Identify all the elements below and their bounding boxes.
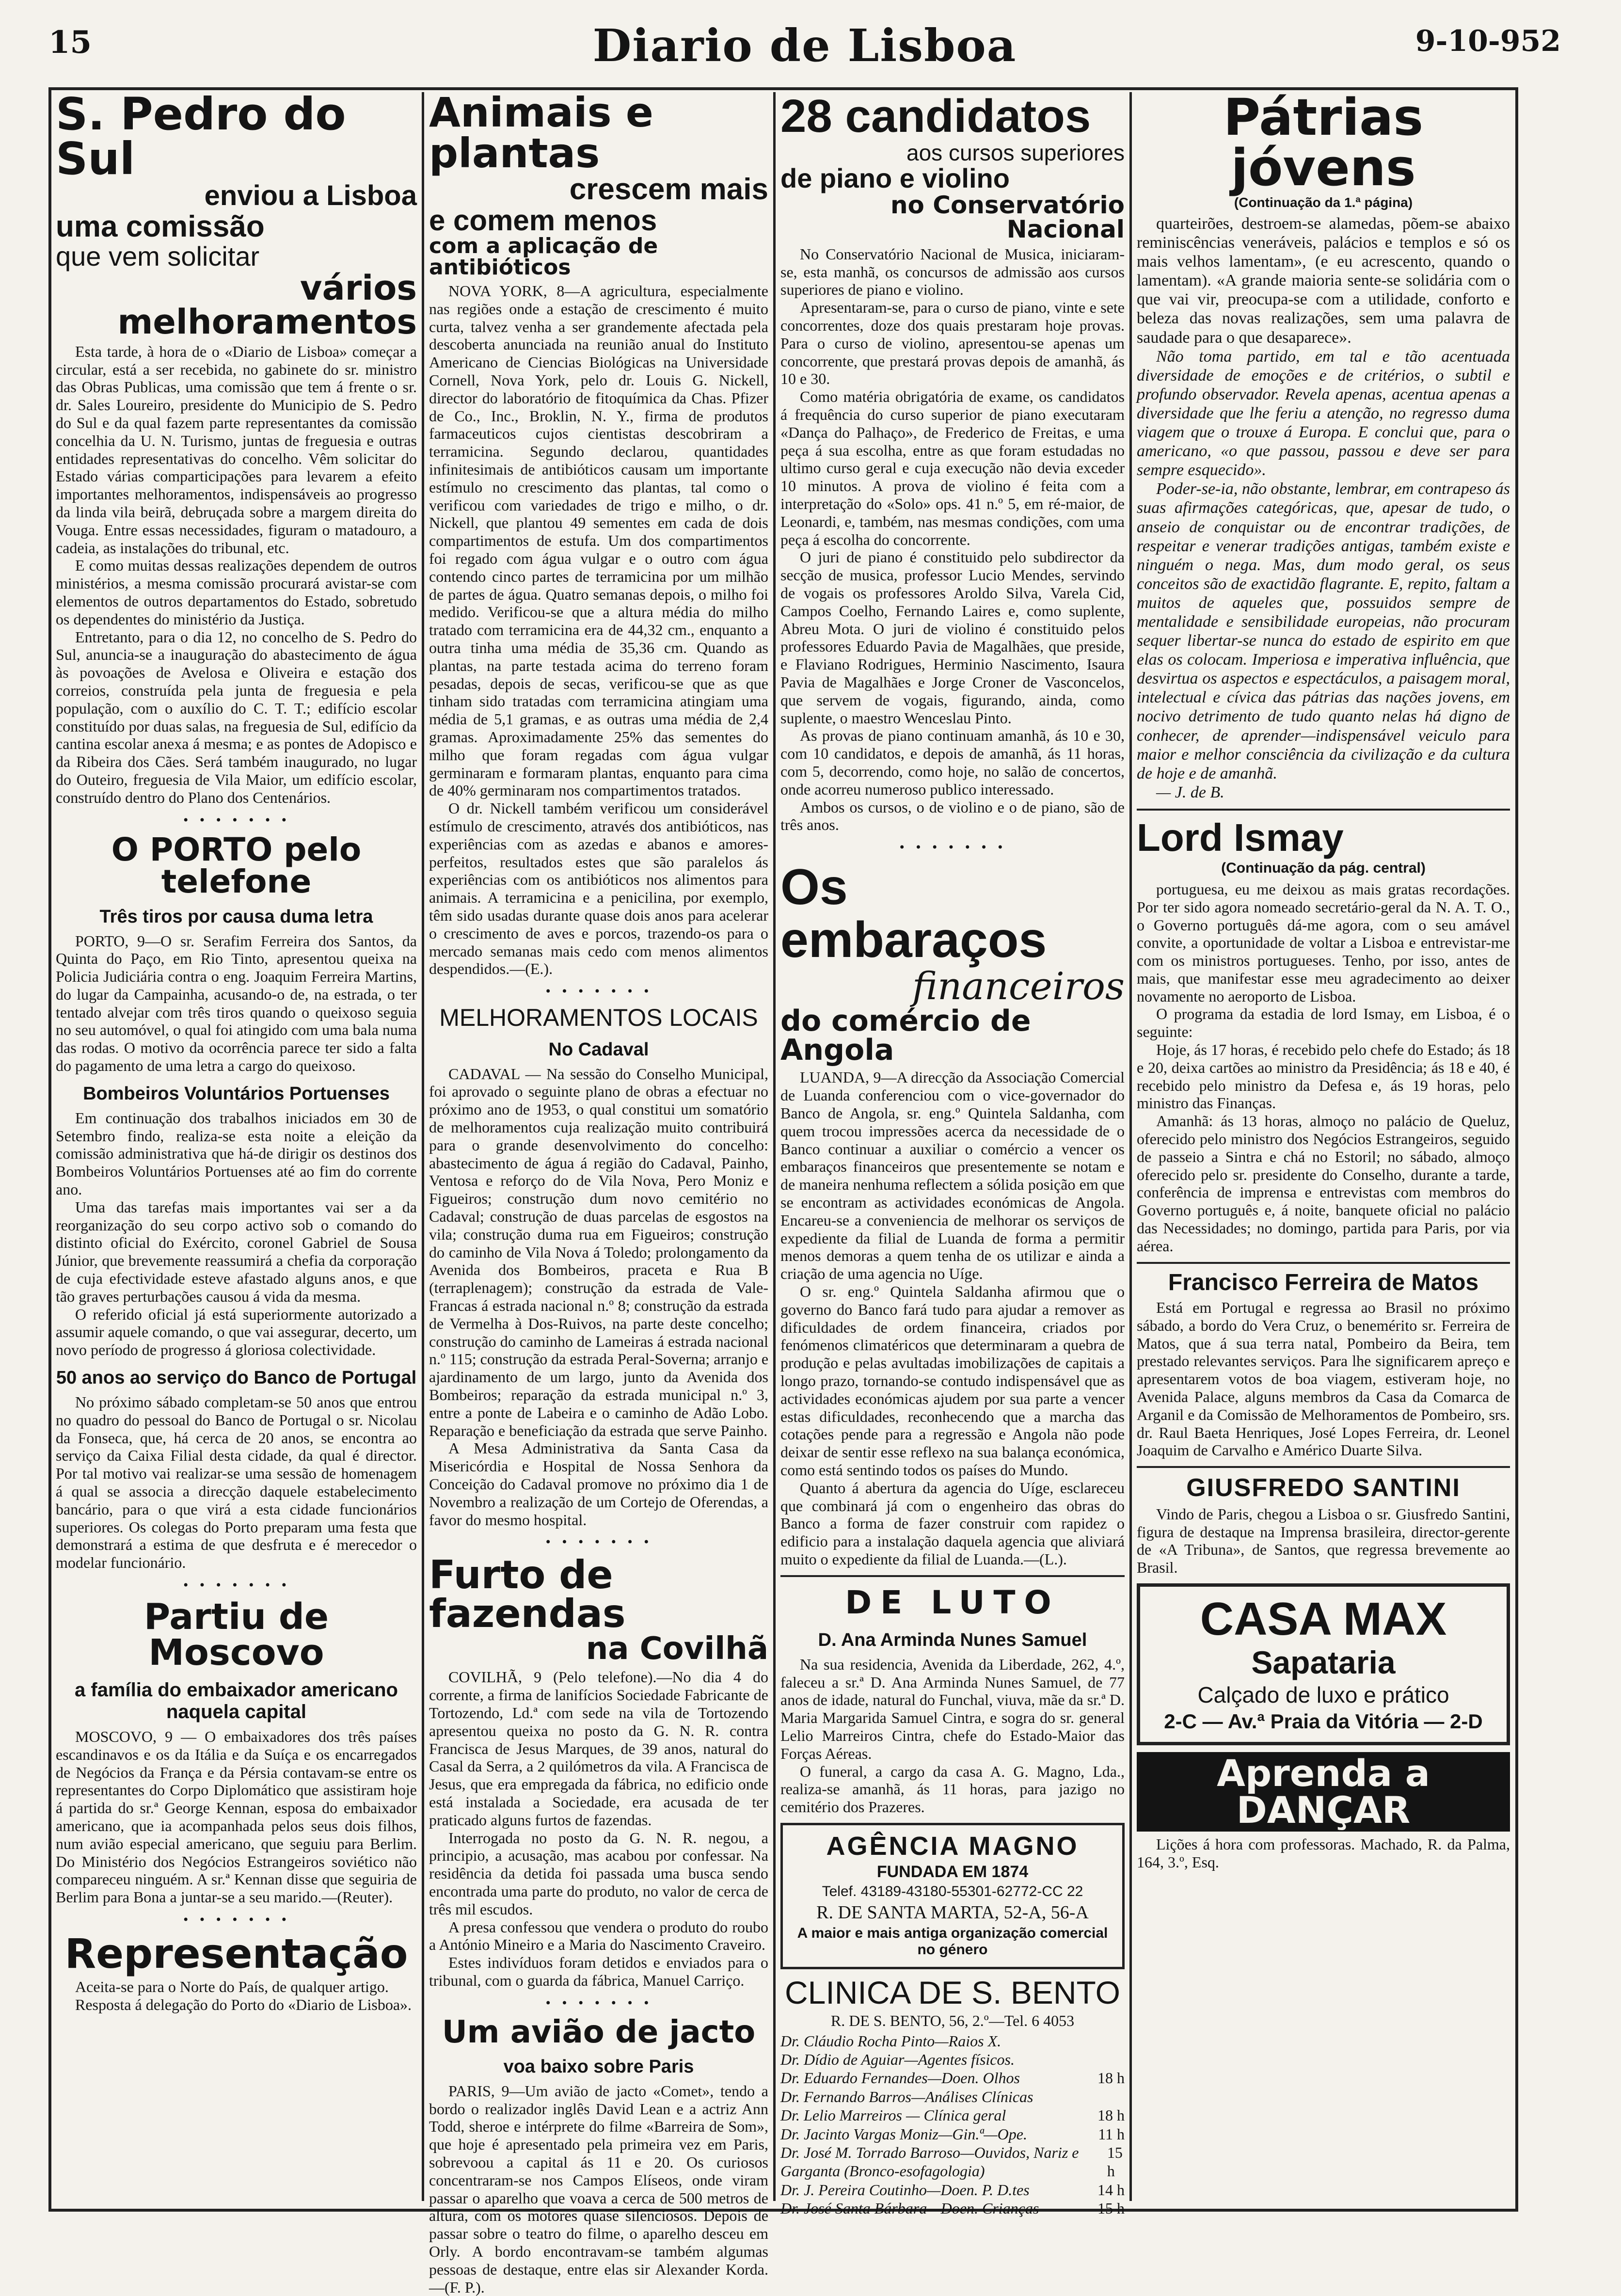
newspaper-title: Diario de Lisboa (592, 19, 1017, 72)
clinic-doctor-row: Dr. Fernando Barros—Análises Clínicas (780, 2088, 1033, 2105)
headline-deck: na Covilhã (586, 1631, 768, 1667)
headline-deck: de piano e violino (780, 163, 1010, 194)
article-paragraph: A presa confessou que vendera o produto do roubo a António Mineiro e a Maria do Nascimento Craveiro. (429, 1918, 768, 1954)
column-rule (773, 92, 776, 2201)
article-paragraph: COVILHÃ, 9 (Pelo telefone).—No dia 4 do corrente, a firma de lanifícios Sociedade Fabricante de Tortozendo, Ld.ª com sede na vila de Tortozendo apresentou queixa no posto da G. N. R. contra Francisca de Jesus Marques, de 39 anos, natural do Casal da Serra, a 2 quilómetros da vila. A Francisca de Jesus, que era empregada da fábrica, no edificio onde está instalada a Sociedade, era acusada de ter praticado alguns furtos de fazendas. (429, 1668, 768, 1829)
ad-text: Resposta á delegação do Porto do «Diario de Lisboa». (75, 1995, 412, 2013)
article-paragraph: NOVA YORK, 8—A agricultura, especialmente nas regiões onde a estação de crescimento é muito curta, talvez venha a ser grandemente afectada pela descoberta anunciada na reunião anual do Instituto Americano de Ciencias Biológicas na Universidade Cornell, Nova York, pelo dr. Louis G. Nickell, director do laboratório de fitoquímica da Chas. Pfizer de Co., Inc., Broklin, N. Y., firma de produtos farmaceuticos cujos cientistas descobriram a terramicina. Segundo declarou, quantidades infinitesimais de antibióticos causam um importante estímulo no crescimento das plantas, tal como o verificou com variedades de trigo e milho, o dr. Nickell, que plantou 49 sementes em cada de dois compartimentos de estufa. Um dos compartimentos foi regado com água vulgar e o outro com água contendo cinco partes de terramicina por um milhão de partes de água. Quatro semanas depois, o milho foi medido. Verificou-se que a altura média do milho tratado com terramicina era de 44,32 cm., enquanto a outra tinha uma média de 35,36 cm. Quando as plantas, na parte testada acima do terreno foram pesadas, depois de secas, verificou-se que as que tinham sido tratadas com terramicina atingiam uma média de 5,1 gramas, e as outras uma média de 2,4 gramas. Aproximadamente 25% das sementes do milho que foram regadas com água vulgar germinaram e formaram plantas, enquanto para cima de 40% germinaram nos compartimentos tratados. (429, 282, 768, 799)
article-paragraph: Na sua residencia, Avenida da Liberdade, 262, 4.º, faleceu a sr.ª D. Ana Arminda Nunes Samuel, de 77 anos de idade, natural do Funchal, viuva, mãe da sr.ª D. Maria Margarida Samuel Cintra, e sogra do sr. general Lelio Marreiros Cintra, chefe do Estado-Maior das Forças Aéreas. (780, 1655, 1125, 1762)
clinic-doctor-row: Dr. Cláudio Rocha Pinto—Raios X. (780, 2032, 1001, 2050)
issue-date: 9-10-952 (1415, 24, 1561, 58)
article-28-candidatos (780, 92, 1125, 834)
headline-deck: financeiros (912, 964, 1125, 1008)
ad-address: 2-C — Av.ª Praia da Vitória — 2-D (1164, 1710, 1483, 1733)
article-paragraph: O funeral, a cargo da casa A. G. Magno, Lda., realiza-se amanhã, ás 11 horas, para jazigo no cemitério dos Prazeres. (780, 1762, 1125, 1816)
article-paragraph: No próximo sábado completam-se 50 anos que entrou no quadro do pessoal do Banco de Portugal o sr. Nicolau da Fonseca, que, há cerca de 20 anos, se encontra ao serviço da Caixa Filial desta cidade, da qual é director. Por tal motivo vai realizar-se uma sessão de homenagem á qual se associa a direcção daquele estabelecimento bancário, para o que virá a esta cidade funcionários superiores. Os colegas do Porto preparam uma festa que demonstrará a estima de que desfruta e é merecedor o modelar funcionário. (56, 1393, 417, 1572)
headline: S. Pedro do Sul (56, 88, 346, 185)
article-paragraph: O programa da estadia de lord Ismay, em Lisboa, é o seguinte: (1137, 1005, 1510, 1041)
headline: O PORTO pelo telefone (111, 830, 362, 900)
article-paragraph: LUANDA, 9—A direcção da Associação Comercial de Luanda conferenciou com o vice-governador do Banco de Angola, sr. eng.º Quintela Saldanha, com quem trocou impressões acerca da necessidade de o Banco continuar a auxiliar o comércio a vencer os embaraços financeiros que presentemente se notam e de maneira nenhuma reflectem a sólida posição em que se encontram as actividades económicas de Angola. Encareu-se a conveniencia de melhorar os serviços de expediente da filial de Luanda de forma a permitir menos demoras a quem tenha de os utilizar e ainda a criação de uma agencia no Uíge. (780, 1068, 1125, 1283)
article-paragraph: Em continuação dos trabalhos iniciados em 30 de Setembro findo, realiza-se esta noite a eleição da comissão administrativa que há-de dirigir os destinos dos Bombeiros Voluntários Portuenses até ao fim do corrente ano. (56, 1109, 417, 1198)
clinic-doctor-row: Dr. Dídio de Aguiar—Agentes físicos. (780, 2051, 1015, 2069)
clinic-doctor-row: Dr. Lelio Marreiros — Clínica geral 18 h (780, 2106, 1125, 2124)
article-paragraph: PORTO, 9—O sr. Serafim Ferreira dos Santos, da Quinta do Paço, em Rio Tinto, apresentou queixa na Policia Judiciária contra o eng. Joaquim Ferreira Martins, do lugar da Campainha, acusando-o de, na estrada, o ter tentado alvejar com três tiros quando o queixoso seguia no seu automóvel, o qual foi atingido com uma bala numa das rodas. O motivo da ocorrência parece ter sido a falta do pagamento de uma letra a cargo do queixoso. (56, 932, 417, 1075)
ad-founded: FUNDADA EM 1874 (876, 1863, 1029, 1881)
article-paragraph: Quanto á abertura da agencia do Uíge, esclareceu que combinará já com o engenheiro das obras do Banco a forma de fazer construir com rapidez o edificio para a instalação daquela agencia que aliviará muito o expediente da filial de Luanda.—(L.). (780, 1479, 1125, 1568)
article-paragraph: Não toma partido, em tal e tão acentuada diversidade de emoções e de critérios, o subtil e profundo observador. Revela apenas, acentua apenas a diversidade que lhe feriu a atenção, no regresso duma viagem que o trouxe á Europa. E conclui que, para o americano, «o que passou, passou e deve ser para sempre esquecido». (1137, 347, 1510, 479)
article-paragraph: O referido oficial já está superiormente autorizado a assumir aquele comando, o que vai assegurar, decerto, um novo período de progresso á gloriosa colectividade. (56, 1305, 417, 1359)
column-rule (422, 92, 424, 2201)
column-3 (780, 90, 1125, 2217)
clinic-doctor-row: Dr. J. Pereira Coutinho—Doen. P. D.tes 14 h (780, 2181, 1125, 2199)
ad-text: Aceita-se para o Norte do País, de qualquer artigo. (75, 1977, 389, 1995)
ad-name: CASA MAX (1200, 1593, 1447, 1645)
separator: • • • • • • • (544, 985, 653, 999)
article-paragraph: Está em Portugal e regressa ao Brasil no próximo sábado, a bordo do Vera Cruz, o benemérito sr. Ferreira de Matos, que á sua terra natal, Pombeiro da Beira, tem prestado relevantes serviços. Para lhe significarem apreço e apresentarem votos de boa viagem, estiveram hoje, no Avenida Palace, alguns membros da Casa da Comarca de Arganil e da Comissão de Melhoramentos de Pombeiro, srs. dr. Raul Baeta Henriques, José Lopes Ferreira, dr. Leonel Joaquim de Carvalho e Américo Duarte Silva. (1137, 1299, 1510, 1459)
divider (1137, 1466, 1510, 1468)
article-paragraph: As provas de piano continuam amanhã, ás 10 e 30, com 10 candidatos, e depois de amanhã, ás 11 horas, com 5, decorrendo, como hoje, no salão de concertos, onde acorreu numeroso publico interessado. (780, 727, 1125, 798)
headline: Francisco Ferreira de Matos (1168, 1269, 1479, 1295)
headline-deck: enviou a Lisboa (204, 180, 417, 211)
ad-name: CLINICA DE S. BENTO (785, 1975, 1120, 2011)
clinic-doctor-row: Dr. Jacinto Vargas Moniz—Gin.ª—Ope. 11 h (780, 2125, 1125, 2143)
separator: • • • • • • • (182, 1913, 290, 1927)
subheadline: 50 anos ao serviço do Banco de Portugal (56, 1368, 417, 1388)
ad-name: AGÊNCIA MAGNO (826, 1831, 1079, 1861)
headline: Lord Ismay (1137, 815, 1344, 859)
headline-deck: uma comissão (56, 209, 265, 243)
continuation-note: (Continuação da 1.ª página) (1234, 195, 1413, 210)
obituary (780, 1584, 1125, 1816)
article-paragraph: O juri de piano é constituido pelo subdirector da secção de musica, professor Lucio Mendes, servindo de vogais os professores Aroldo Silva, Varela Cid, Campos Coelho, Fernando Laires e, como suplente, Abreu Mota. O juri de violino é constituido pelos professores Eduardo Pavia de Magalhães, que preside, e Flaviano Rodrigues, Herminio Nascimento, Isaura Pavia de Magalhães e Jorge Croner de Vasconcelos, que servem de vogais, figurando, ainda, como suplente, o maestro Wenceslau Pinto. (780, 548, 1125, 727)
ad-address: R. DE SANTA MARTA, 52-A, 56-A (816, 1902, 1089, 1923)
ad-phone: Telef. 43189-43180-55301-62772-CC 22 (822, 1883, 1083, 1900)
article-paragraph: MOSCOVO, 9 — O embaixadores dos três países escandinavos e os da Itália e da Suíça e os encarregados de Negócios da França e da Pérsia contavam-se entre os representantes do Corpo Diplomático que assistiram hoje á partida do sr.ª George Kennan, esposa do embaixador americano, que ia acompanhada pelos seus dois filhos, num avião especial americano, que seguiu para Berlim. Do Ministério dos Negócios Estrangeiros soviético não compareceu ninguém. A sr.ª Kennan disse que seguiria de Berlim para Bona a juntar-se a seu marido.—(Reuter). (56, 1728, 417, 1906)
ad-type: Sapataria (1251, 1644, 1396, 1680)
article-paragraph: No Conservatório Nacional de Musica, iniciaram-se, esta manhã, os concursos de admissão aos cursos superiores de piano e violino. (780, 245, 1125, 299)
divider (1137, 809, 1510, 811)
article-sao-pedro-do-sul (56, 88, 417, 807)
headline: Animais e plantas (429, 89, 653, 177)
article-lord-ismay (1137, 817, 1510, 1255)
headline: GIUSFREDO SANTINI (1186, 1474, 1461, 1502)
ad-description: Calçado de luxo e prático (1197, 1682, 1449, 1708)
ad-clinica-s-bento (780, 1976, 1125, 2217)
page-number: 15 (48, 24, 92, 61)
clinic-doctor-row: Dr. Eduardo Fernandes—Doen. Olhos 18 h (780, 2069, 1125, 2087)
article-paragraph: CADAVAL — Na sessão do Conselho Municipal, foi aprovado o seguinte plano de obras a efectuar no próximo ano de 1953, o qual constitui um somatório de melhoramentos cuja realização muito contribuirá para o grande desenvolvimento do concelho: abastecimento de água á região do Cadaval, Painho, Ventosa e reforço do de Vila Nova, Pero Moniz e Figueiros; construção dum novo cemitério no Cadaval; construção de duas parcelas de esgostos na vila; construção duma rua em Figueiros; construção do caminho de Vila Nova á Toledo; prolongamento da Avenida dos Bombeiros, praceta e Rua B (terraplenagem); construção da estrada de Vale-Francas á estrada nacional n.º 8; construção da estrada de Vermelha à Dos-Ruivos, na parte deste concelho; construção do caminho de Lameiras á estrada nacional n.º 115; construção da estrada Peral-Soverna; arranjo e ajardinamento de um largo, junto da Avenida dos Bombeiros; reparação da estrada municipal n.º 3, entre a ponte de Labeira e o caminho de Adão Lobo. Reparação e beneficiação da estrada que serve Painho. (429, 1065, 769, 1439)
separator: • • • • • • • (544, 1996, 653, 2010)
separator: • • • • • • • (544, 1535, 653, 1549)
article-paragraph: Estes indivíduos foram detidos e enviados para o tribunal, com o guarda da fábrica, Manuel Carriço. (429, 1954, 768, 1989)
headline-deck: que vem solicitar (56, 240, 260, 271)
headline: Os embaraços (780, 859, 1047, 969)
article-paragraph: Esta tarde, à hora de o «Diario de Lisboa» começar a circular, está a ser recebida, no gabinete do sr. ministro das Obras Publicas, uma comissão que tem á frente o sr. dr. Sales Loureiro, presidente do Municipio de S. Pedro do Sul e da qual fazem parte representantes da comissão concelhia da U. N. Turismo, juntas de freguesia e outras entidades representativas do concelho. Vêm solicitar do Estado várias comparticipações para levarem a efeito importantes melhoramentos, indispensáveis ao progresso da linda vila beirã, debruçada sobre a margem direita do Vouga. Entre essas necessidades, figuram o matadouro, a cadeia, as instalações do tribunal, etc. (56, 342, 417, 557)
clinic-doctor-row: Dr. José M. Torrado Barroso—Ouvidos, Nariz e Garganta (Bronco-esofagologia) 15 h (780, 2143, 1123, 2180)
article-melhoramentos-locais (429, 1005, 768, 1529)
article-paragraph: Vindo de Paris, chegou a Lisboa o sr. Giusfredo Santini, figura de destaque na Imprensa brasileira, director-gerente de «A Tribuna», de Santos, que regressa brevemente ao Brasil. (1137, 1505, 1510, 1577)
headline-deck: do comércio de Angola (780, 1004, 1031, 1068)
headline-deck: no Conservatório Nacional (890, 191, 1125, 243)
separator: • • • • • • • (182, 1578, 290, 1592)
article-paragraph: portuguesa, eu me deixou as mais gratas recordações. Por ter sido agora nomeado secretário-geral da N. A. T. O., o Governo português dá-me agora, com o seu amável convite, a oportunidade de voltar a Lisboa e entrevistar-me com os ministros portugueses. Tenho, por isso, antes de mais, que manifestar esse meu agradecimento ao deixer novamente no aeroporto de Lisboa. (1137, 880, 1510, 1005)
subheadline: a família do embaixador americano naquela capital (75, 1679, 398, 1722)
ad-agencia-magno (780, 1823, 1125, 1969)
article-paragraph: Poder-se-ia, não obstante, lembrar, em contrapeso ás suas afirmações categóricas, que, apesar de tudo, o anseio de conquistar ou de encontrar tradições, de respeitar e venerar tradições antigas, também existe e ninguém o nega. Mas, dum modo geral, os seus conceitos são de exactidão flagrante. E, repito, faltam a muitos de aqueles que, possuidos sempre de mentalidade e sensibilidade europeias, não procuram sequer libertar-se nunca do estado de espirito em que elas os colocam. Imperiosa e imperativa influência, que desvirtua os aspectos e espectáculos, a paisagem moral, intelectual e cívica das pátrias das nações jovens, em nocivo detrimento de tudo quanto nelas há digno de conhecer, de aprender—indispensável veiculo para maior e melhor consciência da civilização e da cultura de hoje e de amanhã. (1137, 480, 1510, 782)
article-porto (56, 830, 417, 1572)
ad-casa-max (1137, 1583, 1510, 1745)
ad-representacao (56, 1929, 417, 2014)
masthead (48, 19, 1561, 82)
article-francisco-ferreira-de-matos (1137, 1271, 1510, 1460)
separator: • • • • • • • (182, 813, 290, 827)
headline-deck: com a aplicação de antibióticos (429, 234, 658, 280)
article-embaracos-angola (780, 861, 1125, 1568)
ad-name: Aprenda a DANÇAR (1137, 1752, 1510, 1832)
headline: Um avião de jacto (442, 2014, 756, 2050)
article-paragraph: Apresentaram-se, para o curso de piano, vinte e sete concorrentes, doze dos quais prestaram hoje provas. Para o curso de violino, apresentou-se apenas um concorrente, que prestará provas depois de amanhã, ás 10 e 30. (780, 299, 1125, 388)
subheadline: No Cadaval (548, 1039, 649, 1060)
article-moscovo (56, 1596, 417, 1906)
ad-text: Lições á hora com professoras. Machado, R. da Palma, 164, 3.º, Esq. (1137, 1835, 1510, 1871)
ad-aprenda-a-dancar (1137, 1752, 1510, 1871)
headline: Partiu de Moscovo (143, 1596, 329, 1674)
article-paragraph: PARIS, 9—Um avião de jacto «Comet», tendo a bordo o realizador inglês David Lean e a actriz Ann Todd, sheroe e intérprete do filme «Barreira de Som», que hoje é apresentado pela primeira vez em Paris, sobrevoou a capital ás 11 e 20. Os curiosos concentraram-se nos Campos Elíseos, onde viram passar o aparelho que voava a cerca de 500 metros de altura, com os motores quase silenciosos. Depois de passar sobre o teatro do filme, o aparelho desceu em Orly. A bordo encontravam-se também algumas pessoas de destaque, entre elas sir Alexander Korda.—(F. P.). (429, 2082, 768, 2296)
column-4 (1137, 88, 1510, 2201)
article-paragraph: Como matéria obrigatória de exame, os candidatos á frequência do curso superior de piano executaram «Dança do Palhaço», de Frederico de Freitas, e uma peça á sua escolha, entre as que foram estudadas no ultimo curso geral e cuja execução não devia exceder 10 minutos. A prova de violino é feita com a interpretação do «Solo» ops. 41 n.º 5, em ré-maior, de Leonardi, e, também, nas mesmas condições, com uma peça á escolha do concorrente. (780, 388, 1125, 548)
article-paragraph: quarteirões, destroem-se alamedas, põem-se abaixo reminiscências veneráveis, palácios e templos e só os mais velhos lamentam», (e eu acrescento, quando o lamentam). «A grande maioria sente-se solidária com o que vai vir, preocupa-se com a utilidade, conforto e beleza das novas realizações, sem uma palavra de saudade para o que desaparece». (1137, 215, 1510, 347)
column-2 (429, 89, 769, 2296)
ad-slogan: A maior e mais antiga organização comercial no género (797, 1925, 1108, 1958)
headline-deck: e comem menos (429, 204, 657, 237)
article-paragraph: Interrogada no posto da G. N. R. negou, a principio, a acusação, mas acabou por confessar. Na residência da detida foi passada uma busca sendo encontrada uma parte do produto, no valor de cerca de três mil escudos. (429, 1829, 768, 1918)
headline: 28 candidatos (780, 90, 1091, 142)
article-paragraph: Uma das tarefas mais importantes vai ser a da reorganização do seu corpo activo sob o comando do distinto oficial do Exército, coronel Gabriel de Sousa Júnior, que brevemente reassumirá a chefia da corporação de cuja efectividade esteve afastado alguns anos, e que tão graves perturbações causou á vida da mesma. (56, 1198, 417, 1305)
headline: MELHORAMENTOS LOCAIS (439, 1004, 758, 1032)
article-paragraph: A Mesa Administrativa da Santa Casa da Misericórdia e Hospital de Nossa Senhora da Conceição do Cadaval promove no próximo dia 1 de Novembro a realização de um Cortejo de Oferendas, a favor do mesmo hospital. (429, 1439, 768, 1529)
article-paragraph: E como muitas dessas realizações dependem de outros ministérios, a mesma comissão procurará avistar-se com elementos de outros departamentos do Estado, sobretudo os dependentes do ministério da Justiça. (56, 557, 417, 628)
article-giusfredo-santini (1137, 1475, 1510, 1577)
headline: Pátrias jóvens (1223, 88, 1424, 197)
clinic-doctor-row: Dr. José Santa Bárbara—Doen. Crianças 15 h (780, 2200, 1125, 2217)
continuation-note: (Continuação da pág. central) (1221, 860, 1426, 876)
article-furto-de-fazendas (429, 1552, 768, 1989)
article-paragraph: O dr. Nickell também verificou um considerável estímulo de crescimento, através dos antibióticos, nas experiências com as azedas e abanos e amores-perfeitos, resultados estes que são paralelos ás experiências com os antibióticos nos alimentos para animais. A terramicina e a penicilina, por exemplo, têm sido usadas durante quase dois anos para acelerar o crescimento de aves e porcos, trazendo-os para o mercado semanas mais cedo com menos alimentos despendidos.—(E.). (429, 799, 768, 978)
subheadline: Bombeiros Voluntários Portuenses (83, 1083, 390, 1104)
subheadline: Três tiros por causa duma letra (99, 906, 373, 927)
article-animais-e-plantas (429, 89, 768, 978)
headline: Representação (64, 1929, 408, 1977)
headline-deck: vários melhoramentos (117, 268, 417, 342)
article-paragraph: Ambos os cursos, o de violino e o de piano, são de três anos. (780, 798, 1125, 834)
article-paragraph: O sr. eng.º Quintela Saldanha afirmou que o governo do Banco fará tudo para ajudar a remover as dificuldades de ordem financeira, criados por fenómenos climatéricos que determinaram a quebra de produção e pelas avultadas imobilizações de capitais a longo prazo, tornando-se contudo indispensável que as actividades económicas ajudem por sua parte a vencer estas dificuldades, reconhecendo que a marcha das cotações pende para a regressão e Angola não pode deixar de sentir esse reflexo na sua balança económica, como está sentindo todos os países do Mundo. (780, 1283, 1125, 1479)
article-patrias-jovens (1137, 88, 1510, 802)
article-paragraph: Hoje, ás 17 horas, é recebido pelo chefe do Estado; ás 18 e 20, deixa cartões ao ministro da Presidência; ás 18 e 40, é recebido pelo ministro da Defesa e, ás 19 horas, pelo ministro das Finanças. (1137, 1041, 1510, 1112)
headline-deck: aos cursos superiores (906, 140, 1125, 165)
column-rule (1129, 92, 1132, 2201)
divider (780, 1575, 1125, 1577)
headline-deck: crescem mais (569, 173, 768, 206)
article-paragraph: Amanhã: ás 13 horas, almoço no palácio de Queluz, oferecido pelo ministro dos Negócios Estrangeiros, seguido de passeio a Sintra e chá no Estoril; no sábado, almoço oferecido pelo sr. presidente do Conselho, durante a tarde, conferência de imprensa e entrevistas com membros do Governo português e, á noite, banquete oficial no palácio das Necessidades; no domingo, partida para Paris, por via aérea. (1137, 1112, 1510, 1255)
subheadline: D. Ana Arminda Nunes Samuel (818, 1629, 1087, 1650)
column-1 (56, 88, 417, 2201)
article-aviao-de-jacto (429, 2014, 768, 2296)
ad-address: R. DE S. BENTO, 56, 2.º—Tel. 6 4053 (830, 2011, 1075, 2029)
obituary-heading: DE LUTO (845, 1583, 1060, 1621)
divider (1137, 1262, 1510, 1264)
article-signature: — J. de B. (1156, 783, 1224, 801)
headline: Furto de fazendas (429, 1552, 626, 1637)
article-paragraph: Entretanto, para o dia 12, no concelho de S. Pedro do Sul, anuncia-se a inauguração do abastecimento de água às povoações de Avelosa e Oliveira e estação dos correios, construída pela junta de freguesia e pela população, com o auxílio do C. T. T.; edifício escolar constituído por duas salas, na freguesia de Sul, edifício da cantina escolar anexa á mesma; e as pontes de Adopisco e da Ribeira dos Cães. Será também inaugurado, no lugar do Outeiro, freguesia de Vila Maior, um edifício escolar, construído dentro do Plano dos Centenários. (56, 628, 417, 806)
separator: • • • • • • • (898, 841, 1007, 855)
subheadline: voa baixo sobre Paris (503, 2056, 694, 2077)
